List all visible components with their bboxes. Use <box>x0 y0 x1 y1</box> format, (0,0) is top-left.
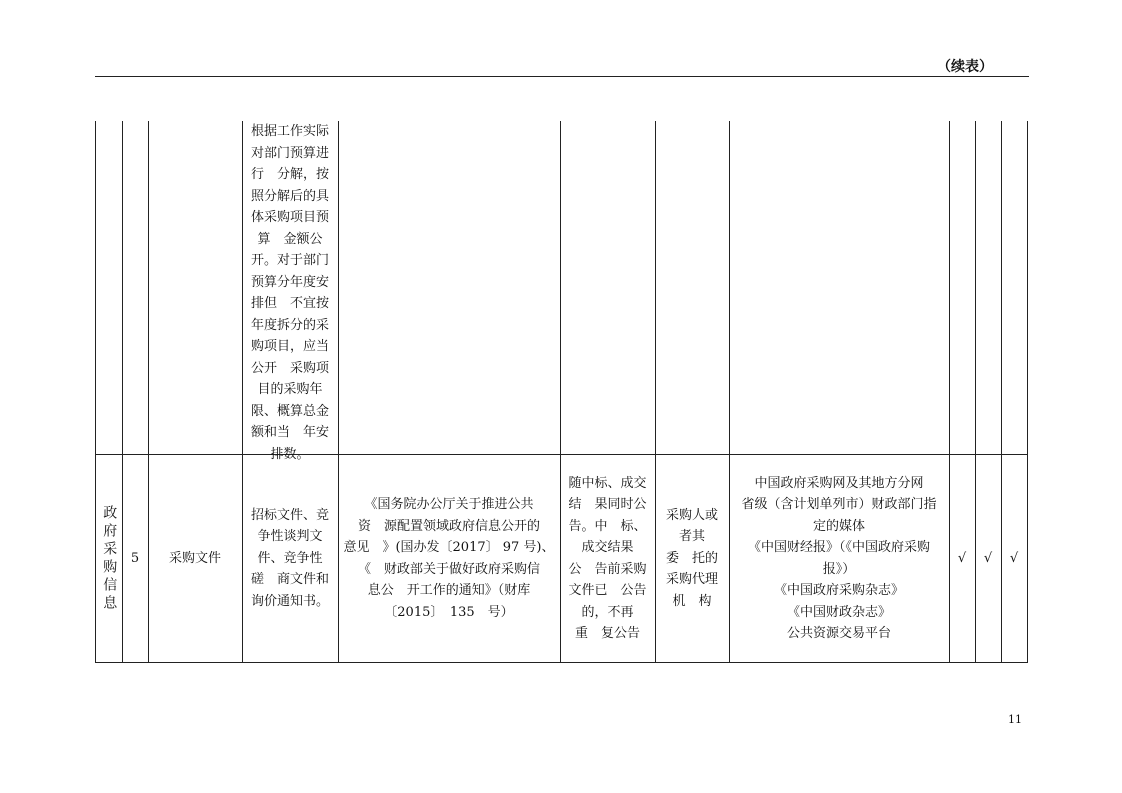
row-number: 5 <box>130 550 140 566</box>
disclosure-table <box>95 121 1028 663</box>
continued-label: （续表） <box>937 59 993 75</box>
timing-cell <box>560 455 655 662</box>
check-cell-2 <box>975 455 1001 662</box>
channel-cell <box>729 455 949 662</box>
page-number: 11 <box>1008 713 1022 726</box>
check-mark: √ <box>1009 550 1019 566</box>
content-text: 招标文件、竞 争性谈判文 件、竞争性 磋 商文件和 询价通知书。 <box>250 507 329 609</box>
table-border-bottom <box>95 662 1028 663</box>
table-border-right <box>1027 121 1028 663</box>
check-mark: √ <box>983 550 993 566</box>
category-cell <box>95 455 122 662</box>
check-cell-3 <box>1001 455 1027 662</box>
subject-text: 采购人或 者其 委 托的 采购代理 机 构 <box>665 507 718 609</box>
content-cell <box>242 455 338 662</box>
item-text: 采购文件 <box>168 550 221 566</box>
header-rule <box>95 76 1029 77</box>
check-cell-1 <box>949 455 975 662</box>
channel-text: 中国政府采购网及其地方分网 省级（含计划单列市）财政部门指 定的媒体 《中国财经报》（《中国政府采购 报》） 《中国政府采购杂志》 《中国财政杂志》 公共资源交易平台 <box>741 475 937 641</box>
check-mark: √ <box>957 550 967 566</box>
timing-text: 随中标、成交 结 果同时公 告。中 标、 成交结果 公 告前采购 文件已 公告 的，不再 重 复公告 <box>568 475 647 641</box>
basis-cell <box>338 455 560 662</box>
basis-text: 《国务院办公厅关于推进公共 资 源配置领域政府信息公开的 意见 》(国办发〔2017〕 97 号)、 《 财政部关于做好政府采购信 息公 开工作的通知》（财库 〔2015〕 135 号） <box>343 497 555 620</box>
number-cell <box>122 455 148 662</box>
prev-content-text: 根据工作实际 对部门预算进 行 分解，按 照分解后的具 体采购项目预 算 金额公 开。对于部门 预算分年度安 排但 不宜按 年度拆分的采 购项目，应当 公开 采购项 目的采购年 限、概算总金 额和当 年安 排数。 <box>250 124 329 462</box>
subject-cell <box>655 455 729 662</box>
category-text: 政府采购信息 <box>101 504 118 613</box>
item-cell <box>148 455 242 662</box>
